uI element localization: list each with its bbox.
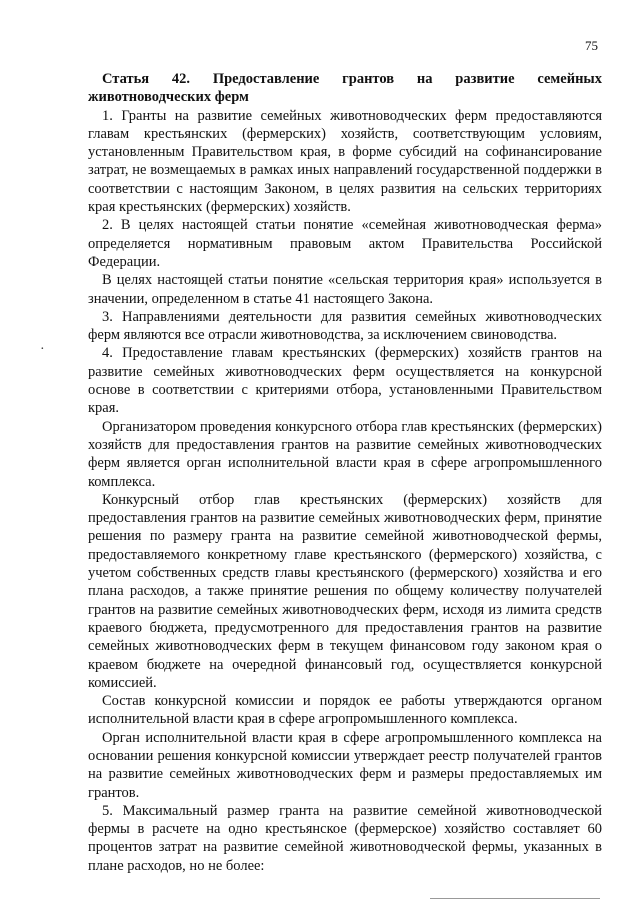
paragraph-10: 5. Максимальный размер гранта на развитие семейной животноводческой фермы в расчете на одно крестьянское (фермерское) хозяйство составляет 60 процентов затрат на развитие семейной животноводческой фермы, указанных в плане расходов, но не более: [88, 802, 602, 874]
paragraph-4: 3. Направлениями деятельности для развития семейных животноводческих ферм являются все отрасли животноводства, за исключением свиноводства. [88, 308, 602, 344]
footer-divider [430, 898, 600, 899]
paragraph-7: Конкурсный отбор глав крестьянских (фермерских) хозяйств для предоставления грантов на развитие семейных животноводческих ферм, принятие решения по размеру гранта на развитие семейной животноводческой фермы, предоставляемого конкретному главе крестьянского (фермерского) хозяйства, с учетом собственных средств главы крестьянского (фермерского) хозяйства и его плана расходов, а также принятие решения по общему количеству получателей грантов на развитие семейных животноводческих ферм, исходя из лимита средств краевого бюджета, предусмотренного для предоставления грантов на развитие семейных животноводческих ферм в текущем финансовом году законом края о краевом бюджете на очередной финансовый год, осуществляется конкурсной комиссией. [88, 491, 602, 691]
paragraph-3: В целях настоящей статьи понятие «сельская территория края» используется в значении, определенном в статье 41 настоящего Закона. [88, 272, 602, 307]
paragraph-9: Орган исполнительной власти края в сфере агропромышленного комплекса на основании решения конкурсной комиссии утверждает реестр получателей грантов на развитие семейных животноводческих ферм и размеры предоставляемых им грантов. [88, 729, 602, 801]
document-body [88, 70, 602, 875]
article-heading: Статья 42. Предоставление грантов на развитие семейных животноводческих ферм [88, 71, 602, 106]
paragraph-2: 2. В целях настоящей статьи понятие «семейная животноводческая ферма» определяется нормативным правовым актом Правительства Российской Федерации. [88, 217, 602, 270]
page-number: 75 [585, 38, 598, 53]
margin-mark: · [40, 342, 45, 357]
paragraph-5: 4. Предоставление главам крестьянских (фермерских) хозяйств грантов на развитие семейных животноводческих ферм осуществляется на конкурсной основе в соответствии с критериями отбора, установленными Правительством края. [88, 345, 602, 417]
paragraph-1: 1. Гранты на развитие семейных животноводческих ферм предоставляются главам крестьянских (фермерских) хозяйств, соответствующим условиям, установленным Правительством края, в форме субсидий на софинансирование затрат, не возмещаемых в рамках иных направлений государственной поддержки в соответствии с настоящим Законом, в целях развития на сельских территориях края крестьянских (фермерских) хозяйств. [88, 107, 602, 216]
paragraph-6: Организатором проведения конкурсного отбора глав крестьянских (фермерских) хозяйств для предоставления грантов на развитие семейных животноводческих ферм является орган исполнительной власти края в сфере агропромышленного комплекса. [88, 418, 602, 490]
paragraph-8: Состав конкурсной комиссии и порядок ее работы утверждаются органом исполнительной власти края в сфере агропромышленного комплекса. [88, 693, 602, 728]
